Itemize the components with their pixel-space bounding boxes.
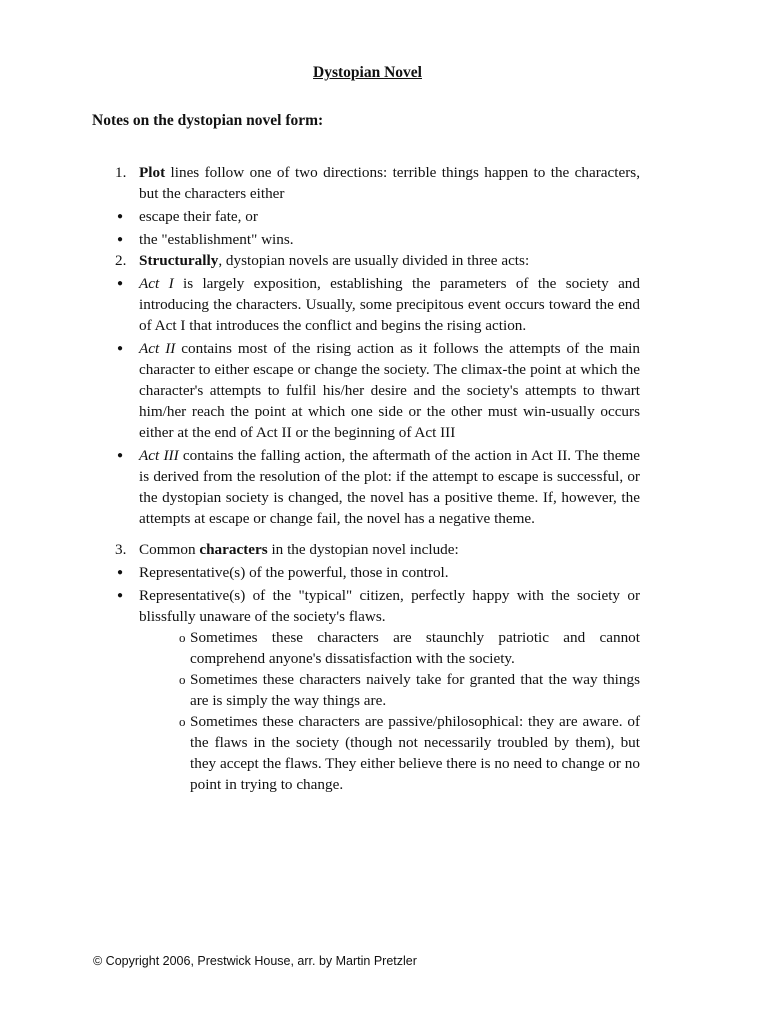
sub-bullet-text: Sometimes these characters naively take for granted that the way things are is simply the way things are.: [190, 671, 640, 709]
circle-bullet-icon: o: [179, 714, 186, 729]
bullet-item: [92, 585, 640, 627]
bullet-item: [92, 229, 640, 250]
bullet-icon: ●: [117, 567, 124, 578]
act-name: Act I: [139, 275, 174, 292]
sub-bullet-text: Sometimes these characters are staunchly patriotic and cannot comprehend anyone's dissatisfaction with the society.: [190, 629, 640, 667]
notes-list: [92, 162, 640, 795]
bullet-text: escape their fate, or: [139, 208, 258, 225]
bullet-text: the "establishment" wins.: [139, 231, 294, 248]
bullet-item: [92, 206, 640, 227]
bullet-icon: ●: [117, 278, 124, 289]
bullet-icon: ●: [117, 234, 124, 245]
act-bullet: [92, 445, 640, 529]
item-lead-pre: Common: [139, 541, 200, 558]
act-name: Act II: [139, 340, 176, 357]
list-item-characters: [92, 539, 640, 560]
act-text: is largely exposition, establishing the parameters of the society and introducing the characters. Usually, some precipitous event occurs toward the end of Act I that introduces the conflict and begins the rising action.: [139, 275, 640, 334]
item-number: 1.: [115, 164, 127, 181]
bullet-icon: ●: [117, 590, 124, 601]
act-bullet: [92, 273, 640, 336]
sub-bullet-item: [179, 669, 640, 711]
bullet-icon: ●: [117, 343, 124, 354]
item-lead-text: , dystopian novels are usually divided in three acts:: [218, 252, 530, 269]
circle-bullet-icon: o: [179, 630, 186, 645]
act-bullet: [92, 338, 640, 443]
item-lead-bold: Structurally: [139, 252, 219, 269]
sub-bullet-item: [179, 627, 640, 669]
section-heading: Notes on the dystopian novel form:: [92, 112, 324, 129]
act-text: contains most of the rising action as it follows the attempts of the main character to either escape or change the society. The climax-the point at which the character's attempts to fulfil his/her desire and the society's attempts to thwart him/her reach the point at which one side or the other must win-usually occurs either at the end of Act II or the beginning of Act III: [139, 340, 640, 441]
sub-bullet-item: [179, 711, 640, 795]
list-item-plot: [92, 162, 640, 204]
act-name: Act III: [139, 447, 179, 464]
copyright-footer: © Copyright 2006, Prestwick House, arr. by Martin Pretzler: [93, 954, 417, 968]
item-number: 2.: [115, 252, 127, 269]
item-number: 3.: [115, 541, 127, 558]
circle-bullet-icon: o: [179, 672, 186, 687]
page-title: Dystopian Novel: [313, 64, 422, 81]
sub-bullet-text: Sometimes these characters are passive/philosophical: they are aware. of the flaws in the society (though not necessarily troubled by them), but they accept the flaws. They either believe there is no need to change or no point in trying to change.: [190, 713, 640, 793]
list-item-structure: [92, 250, 640, 271]
bullet-icon: ●: [117, 450, 124, 461]
item-lead-text: in the dystopian novel include:: [267, 541, 459, 558]
item-lead-bold: Plot: [139, 164, 166, 181]
item-lead-bold: characters: [199, 541, 268, 558]
bullet-icon: ●: [117, 211, 124, 222]
sub-bullet-group: [92, 627, 640, 795]
item-lead-text: lines follow one of two directions: terrible things happen to the characters, but the characters either: [139, 164, 640, 202]
bullet-text: Representative(s) of the "typical" citizen, perfectly happy with the society or blissfully unaware of the society's flaws.: [139, 587, 640, 625]
bullet-text: Representative(s) of the powerful, those in control.: [139, 564, 449, 581]
bullet-item: [92, 562, 640, 583]
act-text: contains the falling action, the aftermath of the action in Act II. The theme is derived from the resolution of the plot: if the attempt to escape is successful, or the dystopian society is changed, the novel has a positive theme. If, however, the attempts at escape or change fail, the novel has a negative theme.: [139, 447, 640, 527]
